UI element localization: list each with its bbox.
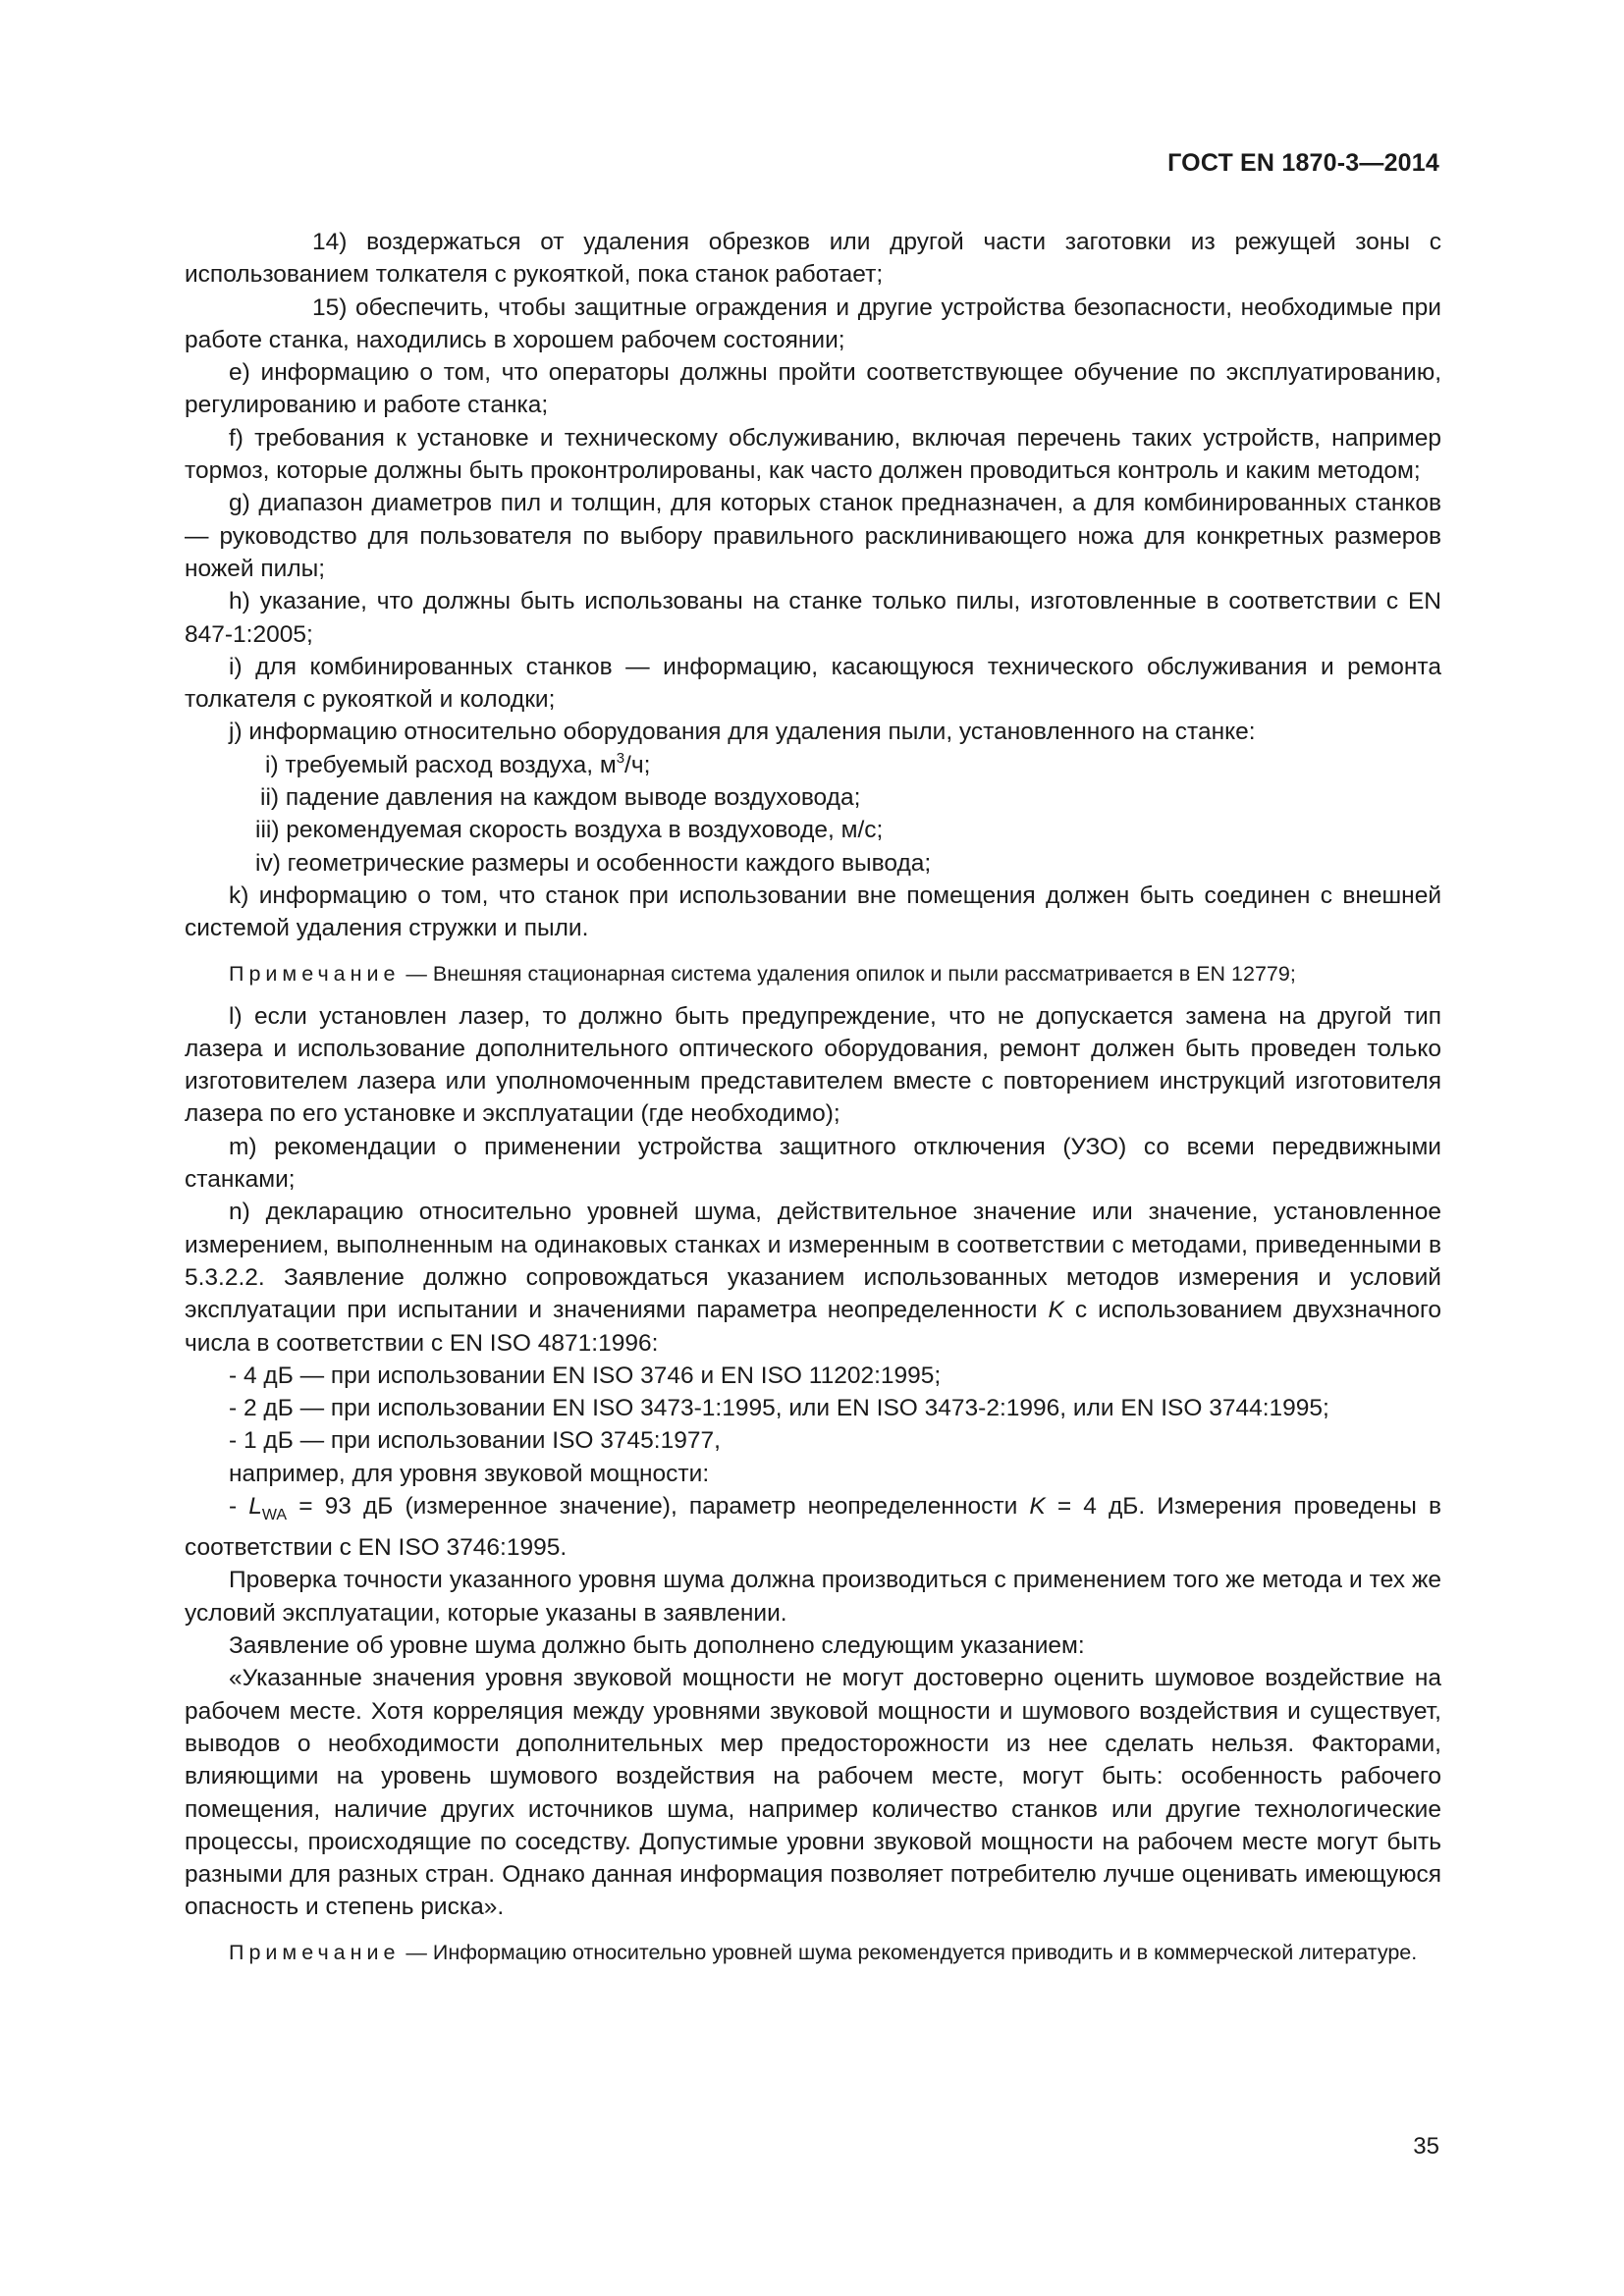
supplement-paragraph: Заявление об уровне шума должно быть дополнено следующим указанием: <box>229 1632 1085 1660</box>
lwa-text-end: = 4 дБ. Измерения проведены в соответствии с EN ISO 3746:1995. <box>185 1492 1441 1562</box>
list-item-h: h) указание, что должны быть использованы на станке только пилы, изготовленные в соответствии с EN 847-1:2005; <box>185 588 1441 648</box>
list-item-m: m) рекомендации о применении устройства защитного отключения (УЗО) со всеми передвижными станками; <box>185 1133 1441 1194</box>
list-subitem-j-i <box>185 749 1441 781</box>
list-subitem-j-iii: iii) рекомендуемая скорость воздуха в воздуховоде, м/с; <box>255 817 884 844</box>
list-subitem-j-iv: iv) геометрические размеры и особенности каждого вывода; <box>255 849 932 877</box>
lwa-symbol: L <box>248 1492 262 1520</box>
superscript-3: 3 <box>616 749 625 767</box>
n-text-end: с использованием двухзначного числа в соответствии с EN ISO 4871:1996: <box>185 1297 1441 1357</box>
list-item-i: i) для комбинированных станков — информацию, касающуюся технического обслуживания и ремонта толкателя с рукояткой и колодки; <box>185 653 1441 714</box>
list-item-15: 15) обеспечить, чтобы защитные ограждения и другие устройства безопасности, необходимые при работе станка, находились в хорошем рабочем состоянии; <box>185 294 1441 353</box>
note-text: — Внешняя стационарная система удаления опилок и пыли рассматривается в EN 12779; <box>400 961 1296 986</box>
quote-paragraph: «Указанные значения уровня звуковой мощности не могут достоверно оценить шумовое воздействие на рабочем месте. Хотя корреляция между уровнями звуковой мощности и шумового воздействия и существует, выводов о необходимости дополнительных мер предосторожности из нее сделать нельзя. Факторами, влияющими на уровень шумового воздействия на рабочем месте, могут быть: особенность рабочего помещения, наличие других источников шума, например количество станков или другие технологические процессы, происходящие по соседству. Допустимые уровни звуковой мощности на рабочем месте могут быть разными для разных стран. Однако данная информация позволяет потребителю лучше оценивать имеющуюся опасность и степень риска». <box>185 1665 1441 1921</box>
note-label: Примечание <box>229 961 401 986</box>
lwa-subscript: WA <box>261 1506 288 1523</box>
lwa-line <box>185 1490 1441 1564</box>
note-label-2: Примечание <box>229 1940 401 1964</box>
k-symbol-2: K <box>1029 1492 1046 1520</box>
airflow-unit-text: /ч; <box>624 751 651 778</box>
list-item-e: e) информацию о том, что операторы должны пройти соответствующее обучение по эксплуатированию, регулированию и работе станка; <box>185 359 1441 419</box>
list-item-14: 14) воздержаться от удаления обрезков или другой части заготовки из режущей зоны с использованием толкателя с рукояткой, пока станок работает; <box>185 229 1441 289</box>
n-text: n) декларацию относительно уровней шума, действительное значение или значение, установленное измерением, выполненным на одинаковых станках и измеренным в соответствии с методами, приведенными в 5.3.2.2. Заявление должно сопровождаться указанием использованных методов измерения и условий эксплуатации при испытании и значениями параметра неопределенности <box>185 1199 1441 1324</box>
document-body <box>185 226 1441 1968</box>
page-number: 35 <box>1413 2133 1439 2160</box>
lwa-text: = 93 дБ (измеренное значение), параметр неопределенности <box>287 1492 1030 1520</box>
note-text-2: — Информацию относительно уровней шума рекомендуется приводить и в коммерческой литературе. <box>400 1940 1418 1964</box>
document-code-header: ГОСТ EN 1870-3—2014 <box>1167 149 1439 177</box>
check-paragraph: Проверка точности указанного уровня шума должна производиться с применением того же метода и тех же условий эксплуатации, которые указаны в заявлении. <box>185 1567 1441 1627</box>
list-item-j: j) информацию относительно оборудования для удаления пыли, установленного на станке: <box>229 719 1256 746</box>
list-item-k: k) информацию о том, что станок при использовании вне помещения должен быть соединен с внешней системой удаления стружки и пыли. <box>185 881 1441 942</box>
list-item-f: f) требования к установке и техническому обслуживанию, включая перечень таких устройств, например тормоз, которые должны быть проконтролированы, как часто должен проводиться контроль и каким методом; <box>185 424 1441 485</box>
dash-item-3: - 1 дБ — при использовании ISO 3745:1977, <box>229 1427 721 1455</box>
list-subitem-j-ii: ii) падение давления на каждом выводе воздуховода; <box>260 784 861 812</box>
list-item-l: l) если установлен лазер, то должно быть предупреждение, что не допускается замена на другой тип лазера и использование дополнительного оптического оборудования, ремонт должен быть проведен только изготовителем лазера или уполномоченным представителем вместе с повторением инструкций изготовителя лазера по его установке и эксплуатации (где необходимо); <box>185 1002 1441 1128</box>
dash-item-1: - 4 дБ — при использовании EN ISO 3746 и EN ISO 11202:1995; <box>229 1362 942 1389</box>
dash-item-2: - 2 дБ — при использовании EN ISO 3473-1:1995, или EN ISO 3473-2:1996, или EN ISO 3744:1995; <box>229 1395 1329 1422</box>
example-line: например, для уровня звуковой мощности: <box>229 1460 710 1487</box>
list-item-n <box>185 1196 1441 1359</box>
note-2 <box>185 1938 1441 1968</box>
note-1 <box>185 959 1441 988</box>
list-item-g: g) диапазон диаметров пил и толщин, для которых станок предназначен, а для комбинированных станков — руководство для пользователя по выбору правильного расклинивающего ножа для конкретных размеров ножей пилы; <box>185 490 1441 582</box>
airflow-text: i) требуемый расход воздуха, м <box>265 751 617 778</box>
lwa-dash: - <box>229 1492 249 1520</box>
k-symbol: K <box>1048 1297 1064 1324</box>
